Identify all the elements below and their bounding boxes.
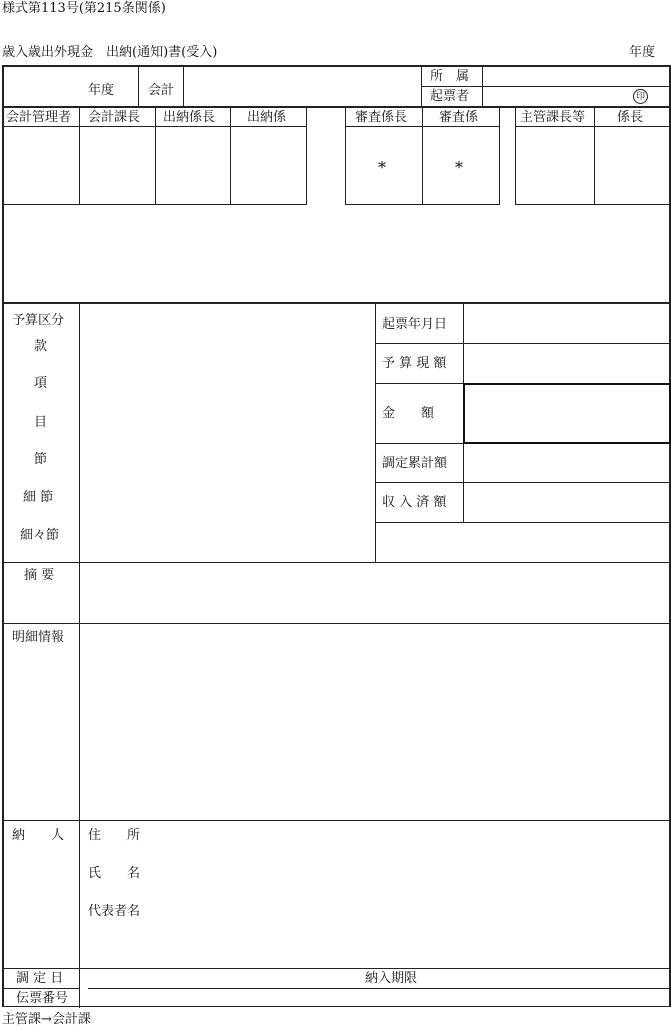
budget-top-line	[2, 302, 671, 304]
header-account-label: 会計	[148, 83, 175, 98]
payer-address-label: 住 所	[88, 828, 141, 843]
approval-cashier: 出納係	[247, 110, 287, 125]
frame-bottom	[2, 1006, 671, 1007]
approval-section-chief: 係長	[617, 110, 644, 125]
approval-cashier-chief: 出納係長	[163, 110, 216, 125]
budget-label-kou: 項	[34, 376, 48, 391]
draft-date-label: 起票年月日	[382, 317, 448, 332]
header-year-label: 年度	[88, 83, 115, 98]
payer-label: 納 人	[12, 828, 65, 843]
cumulative-label: 調定累計額	[382, 456, 448, 471]
affiliation-label: 所 属	[430, 69, 470, 84]
frame-left	[2, 65, 4, 1007]
amount-label: 金 額	[382, 406, 435, 421]
approval-audit-chief: 審査係長	[355, 110, 408, 125]
current-budget-label: 予 算 現 額	[382, 356, 447, 371]
drafter-label: 起票者	[430, 89, 470, 104]
approval-auditor: 審査係	[439, 110, 479, 125]
seal-mark: 印	[633, 89, 648, 104]
budget-label-kan: 款	[34, 339, 48, 354]
budget-label-saisetsu: 細 節	[23, 490, 54, 505]
detail-label: 明細情報	[12, 630, 65, 645]
payer-name-label: 氏 名	[88, 866, 141, 881]
payer-rep-label: 代表者名	[88, 904, 141, 919]
form-title: 歳入歳出外現金 出納(通知)書(受入)	[2, 45, 218, 60]
routing-note: 主管課→会計課	[2, 1012, 91, 1027]
received-label: 収 入 済 額	[382, 495, 447, 510]
budget-label-saisaisetsu: 細々節	[20, 528, 60, 543]
approval-dept-manager: 主管課長等	[520, 110, 586, 125]
audit-chief-mark: *	[378, 158, 386, 177]
auditor-mark: *	[455, 158, 463, 177]
approval-accounting-chief: 会計課長	[88, 110, 141, 125]
budget-label-category: 予算区分	[12, 313, 65, 328]
budget-label-moku: 目	[34, 415, 48, 430]
frame-top	[2, 65, 671, 67]
summary-label: 摘 要	[24, 568, 55, 583]
fiscal-year-label: 年度	[629, 45, 656, 60]
slip-number-label: 伝票番号	[16, 991, 69, 1006]
deadline-label: 納入期限	[365, 971, 418, 986]
approval-accounting-manager: 会計管理者	[6, 110, 72, 125]
budget-label-setsu: 節	[34, 452, 48, 467]
adjust-date-label: 調 定 日	[16, 971, 64, 986]
form-id: 様式第113号(第215条関係)	[2, 1, 166, 16]
amount-box[interactable]	[463, 383, 671, 444]
